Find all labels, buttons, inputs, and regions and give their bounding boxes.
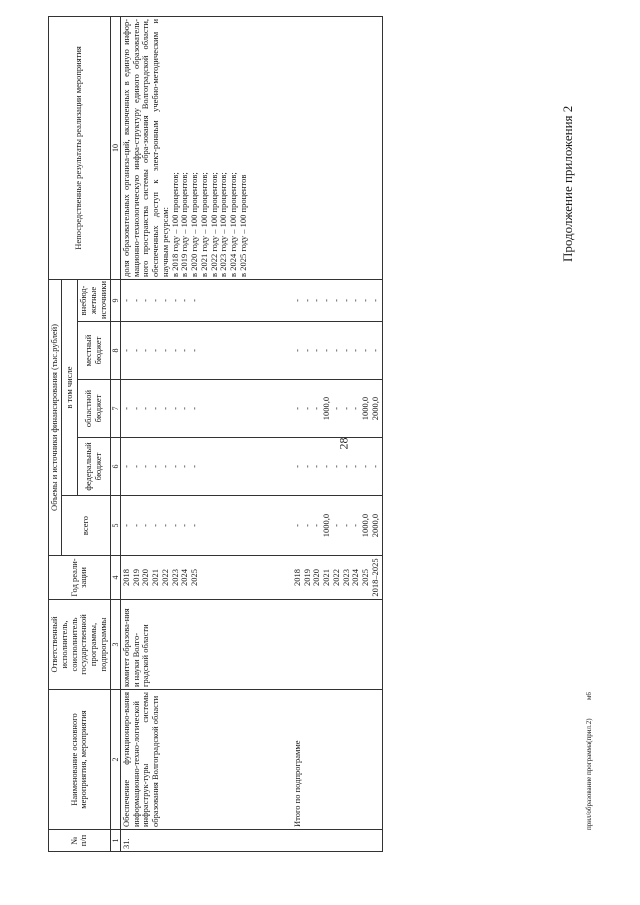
total-years xyxy=(292,556,382,600)
header-extra: внебюд-жетные источники xyxy=(78,279,110,321)
list-item: 2019 xyxy=(301,569,312,586)
regional-values xyxy=(120,380,249,438)
list-item: - xyxy=(340,465,351,468)
header-num: № п/п xyxy=(49,830,111,852)
list-item: - xyxy=(150,407,161,410)
list-item: в 2025 году – 100 процентов xyxy=(237,174,248,277)
measure-responsible: комитет образова-ния и науки Волго-градской области xyxy=(120,600,249,690)
list-item: в 2020 году – 100 процентов; xyxy=(189,172,200,277)
list-item: - xyxy=(369,349,380,352)
col-num: 8 xyxy=(110,322,120,380)
list-item: - xyxy=(350,407,361,410)
list-item: - xyxy=(159,524,170,527)
list-item: - xyxy=(340,349,351,352)
list-item: - xyxy=(120,407,131,410)
list-item: в 2023 году – 100 процентов; xyxy=(218,172,229,277)
list-item: - xyxy=(301,299,312,302)
list-item: - xyxy=(189,407,200,410)
list-item: 1000,0 xyxy=(321,513,332,538)
list-item: - xyxy=(120,465,131,468)
list-item: 2000,0 xyxy=(369,396,380,421)
local-values xyxy=(120,322,249,380)
list-item: - xyxy=(360,299,371,302)
list-item: - xyxy=(159,465,170,468)
list-item: - xyxy=(321,299,332,302)
list-item: в 2024 году – 100 процентов; xyxy=(228,172,239,277)
page-number: 28 xyxy=(336,437,351,450)
list-item: - xyxy=(311,299,322,302)
list-item: - xyxy=(301,407,312,410)
list-item: - xyxy=(130,407,141,410)
continuation-title: Продолжение приложения 2 xyxy=(560,105,575,262)
spacer-row xyxy=(250,16,292,851)
extra-values xyxy=(120,279,249,321)
list-item: 2019 xyxy=(130,569,141,586)
header-incl: в том числе xyxy=(61,279,78,495)
list-item: в 2018 году – 100 процентов; xyxy=(169,172,180,277)
list-item: - xyxy=(350,524,361,527)
list-item: 2021 xyxy=(321,569,332,586)
col-num: 4 xyxy=(110,556,120,600)
list-item: - xyxy=(130,349,141,352)
list-item: - xyxy=(330,349,341,352)
list-item: - xyxy=(369,465,380,468)
results-cell xyxy=(120,16,249,279)
col-num: 9 xyxy=(110,279,120,321)
col-num: 3 xyxy=(110,600,120,690)
column-numbers-row xyxy=(110,16,120,851)
list-item: 2022 xyxy=(159,569,170,586)
list-item: - xyxy=(169,349,180,352)
col-num: 7 xyxy=(110,380,120,438)
list-item: - xyxy=(169,465,180,468)
federal-values xyxy=(120,438,249,496)
list-item: - xyxy=(120,299,131,302)
list-item: - xyxy=(120,349,131,352)
total-regional-values xyxy=(292,380,382,438)
list-item: - xyxy=(130,524,141,527)
list-item: - xyxy=(291,299,302,302)
list-item: - xyxy=(189,524,200,527)
list-item: - xyxy=(159,349,170,352)
col-num: 1 xyxy=(110,830,120,852)
list-item: 2025 xyxy=(360,569,371,586)
results-intro: доля образовательных организа-ций, включенных в единую инфор-мационно-технологическую инфра-структуру единого образователь-ного пространства системы обра-зования Волгоградской области, обеспеченных доступ к элект-ронным учебно-методическим и научным ресурсам: xyxy=(120,18,170,277)
list-item: 2018–2025 xyxy=(369,558,380,597)
years-list xyxy=(120,556,249,600)
list-item: - xyxy=(330,407,341,410)
list-item: 2020 xyxy=(311,569,322,586)
list-item: - xyxy=(150,349,161,352)
list-item: - xyxy=(140,299,151,302)
list-item: - xyxy=(291,407,302,410)
header-row-1 xyxy=(49,16,62,851)
total-total-values xyxy=(292,496,382,556)
list-item: - xyxy=(311,465,322,468)
program-table-wrap xyxy=(48,17,588,852)
list-item: - xyxy=(159,407,170,410)
header-total: всего xyxy=(61,496,110,556)
list-item: - xyxy=(321,349,332,352)
list-item: 2021 xyxy=(150,569,161,586)
measure-name: Обеспечение функциониро-вания информационно-техно-логической инфраструк-туры системы образования Волгоградской области xyxy=(120,690,249,830)
list-item: - xyxy=(169,299,180,302)
list-item: - xyxy=(291,465,302,468)
header-federal: федеральный бюджет xyxy=(78,438,110,496)
list-item: - xyxy=(350,299,361,302)
header-responsible: Ответственный исполнитель, соисполнитель государственной программы, подпрограммы xyxy=(49,600,111,690)
list-item: 2020 xyxy=(140,569,151,586)
list-item: - xyxy=(301,465,312,468)
list-item: - xyxy=(140,465,151,468)
total-values xyxy=(120,496,249,556)
header-regional: областной бюджет xyxy=(78,380,110,438)
list-item: - xyxy=(179,465,190,468)
list-item: 2024 xyxy=(350,569,361,586)
header-local: местный бюджет xyxy=(78,322,110,380)
list-item: в 2019 году – 100 процентов; xyxy=(179,172,190,277)
list-item: - xyxy=(311,349,322,352)
results-lines xyxy=(171,19,249,277)
list-item: - xyxy=(130,465,141,468)
col-num: 10 xyxy=(110,16,120,279)
list-item: - xyxy=(140,407,151,410)
list-item: 2018 xyxy=(291,569,302,586)
list-item: в 2022 году – 100 процентов; xyxy=(208,172,219,277)
list-item: - xyxy=(340,299,351,302)
list-item: 1000,0 xyxy=(360,396,371,421)
list-item: 2022 xyxy=(330,569,341,586)
list-item: - xyxy=(179,524,190,527)
list-item: - xyxy=(150,465,161,468)
list-item: - xyxy=(369,299,380,302)
list-item: - xyxy=(340,407,351,410)
total-extra-values xyxy=(292,279,382,321)
total-local-values xyxy=(292,322,382,380)
header-results: Непосредственные результаты реализации мероприятия xyxy=(49,16,111,279)
list-item: - xyxy=(179,407,190,410)
list-item: 2000,0 xyxy=(369,513,380,538)
list-item: - xyxy=(340,524,351,527)
header-year: Год реали-зации xyxy=(49,556,111,600)
list-item: - xyxy=(140,524,151,527)
list-item: 1000,0 xyxy=(360,513,371,538)
col-num: 6 xyxy=(110,438,120,496)
table-row-total xyxy=(292,16,382,851)
col-num: 5 xyxy=(110,496,120,556)
total-label: Итого по подпрограмме xyxy=(292,690,382,830)
list-item: - xyxy=(189,299,200,302)
col-num: 2 xyxy=(110,690,120,830)
list-item: 1000,0 xyxy=(321,396,332,421)
list-item: 2025 xyxy=(189,569,200,586)
list-item: - xyxy=(159,299,170,302)
header-name: Наименование основного мероприятия, мероприятия xyxy=(49,690,111,830)
table-row-31 xyxy=(120,16,249,851)
list-item: - xyxy=(350,465,361,468)
list-item: - xyxy=(150,299,161,302)
list-item: - xyxy=(189,465,200,468)
list-item: - xyxy=(330,524,341,527)
list-item: 2018 xyxy=(120,569,131,586)
footer-path: прил/образование программа(прил.2) xyxy=(585,718,593,830)
list-item: - xyxy=(360,349,371,352)
list-item: - xyxy=(301,524,312,527)
footer-mark: м6 xyxy=(585,692,593,700)
list-item: - xyxy=(330,465,341,468)
list-item: - xyxy=(321,465,332,468)
list-item: - xyxy=(140,349,151,352)
list-item: 2023 xyxy=(169,569,180,586)
list-item: - xyxy=(179,299,190,302)
list-item: - xyxy=(130,299,141,302)
list-item: - xyxy=(169,524,180,527)
list-item: - xyxy=(330,299,341,302)
program-table xyxy=(48,16,383,852)
list-item: - xyxy=(150,524,161,527)
list-item: 2023 xyxy=(340,569,351,586)
list-item: - xyxy=(350,349,361,352)
list-item: - xyxy=(179,349,190,352)
row-num: 31. xyxy=(120,830,249,852)
list-item: 2024 xyxy=(179,569,190,586)
header-volumes: Объемы и источники финансирования (тыс.рублей) xyxy=(49,279,62,555)
list-item: - xyxy=(291,524,302,527)
list-item: в 2021 году – 100 процентов; xyxy=(198,172,209,277)
total-federal-values xyxy=(292,438,382,496)
list-item: - xyxy=(120,524,131,527)
list-item: - xyxy=(360,465,371,468)
list-item: - xyxy=(311,407,322,410)
list-item: - xyxy=(301,349,312,352)
list-item: - xyxy=(311,524,322,527)
list-item: - xyxy=(169,407,180,410)
list-item: - xyxy=(189,349,200,352)
list-item: - xyxy=(291,349,302,352)
